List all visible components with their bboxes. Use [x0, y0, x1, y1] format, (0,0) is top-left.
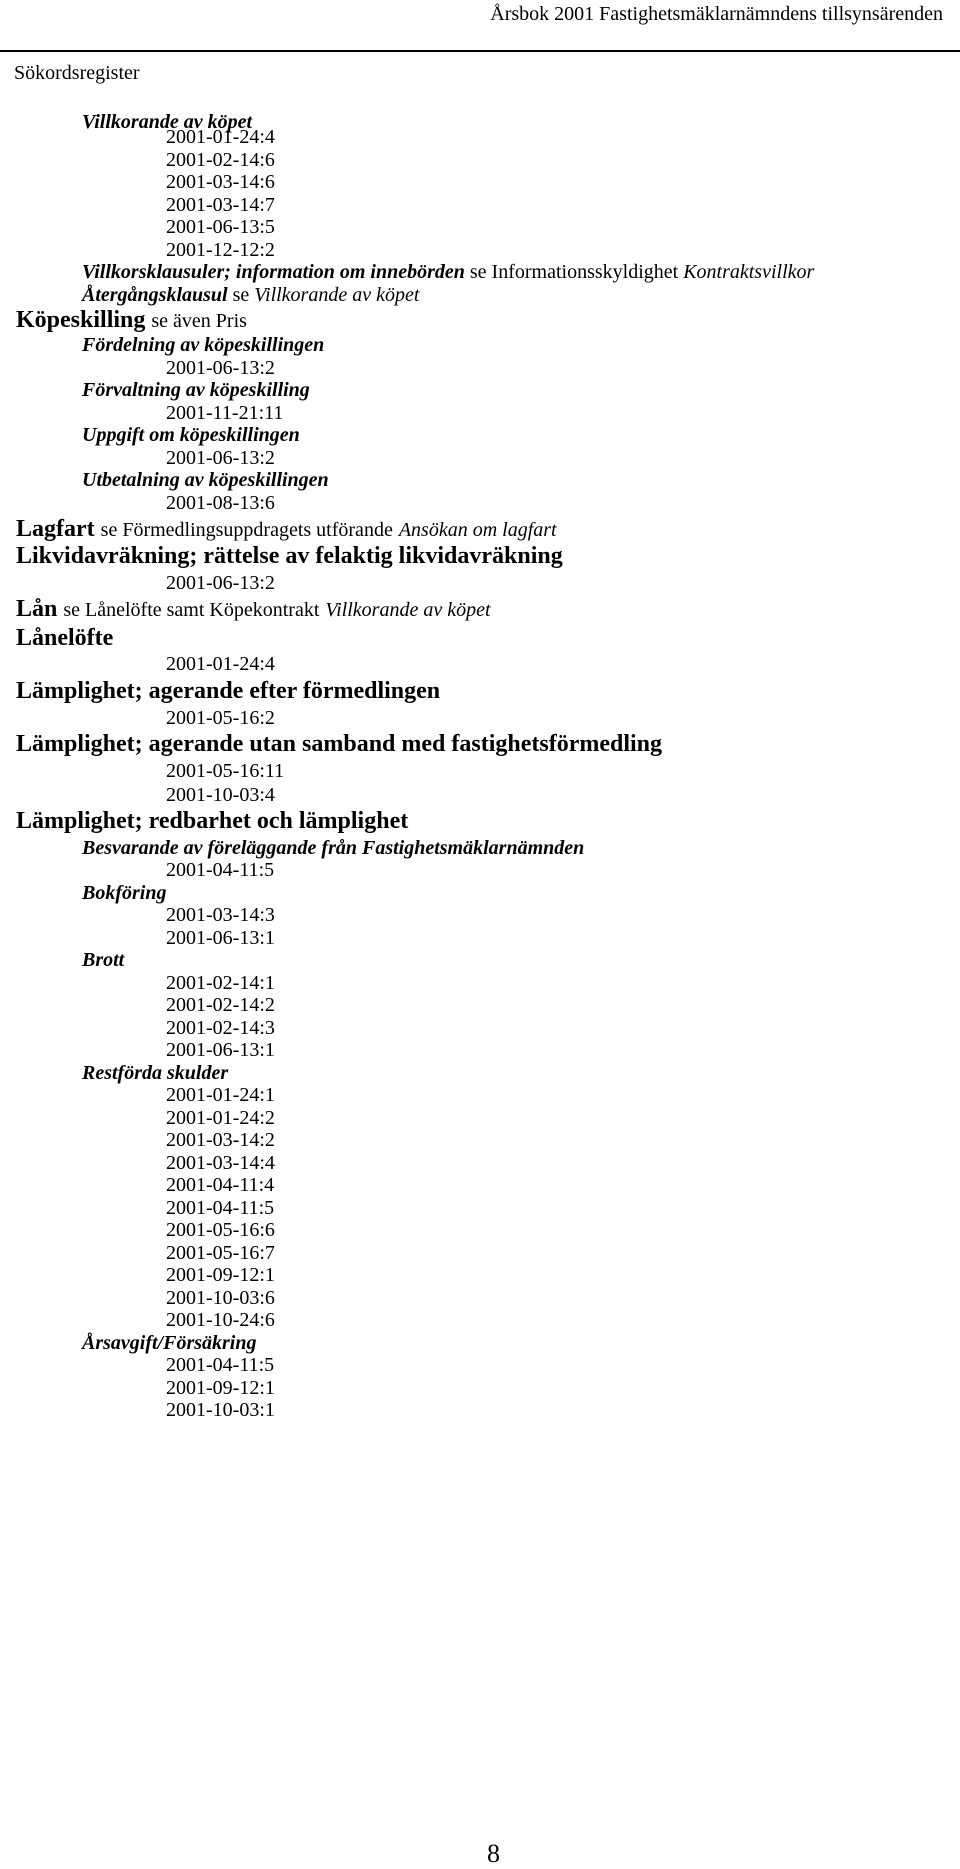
index-term: Lån: [16, 596, 58, 622]
index-ref: 2001-01-24:1: [166, 1084, 275, 1106]
index-main-term: [16, 308, 247, 332]
index-main-term: Lånelöfte: [16, 625, 114, 651]
index-ref: 2001-09-12:1: [166, 1377, 275, 1399]
index-ref: 2001-06-13:2: [166, 447, 275, 469]
index-subterm: Utbetalning av köpeskillingen: [82, 469, 329, 491]
cross-reference: Villkorande av köpet: [325, 599, 491, 621]
index-term: Köpeskilling: [16, 307, 146, 333]
index-ref: 2001-03-14:2: [166, 1129, 275, 1151]
running-header: Årsbok 2001 Fastighetsmäklarnämndens tillsynsärenden: [490, 3, 943, 25]
cross-reference: Villkorande av köpet: [254, 284, 420, 306]
index-subterm: Villkorande av köpet: [82, 111, 252, 133]
index-ref: 2001-11-21:11: [166, 402, 284, 424]
index-ref: 2001-10-03:1: [166, 1399, 275, 1421]
index-ref: 2001-05-16:6: [166, 1219, 275, 1241]
index-subterm: [82, 285, 419, 305]
index-ref: 2001-04-11:4: [166, 1174, 275, 1196]
index-ref: 2001-01-24:4: [166, 653, 275, 675]
index-main-term: [16, 597, 491, 621]
index-subterm: Årsavgift/Försäkring: [82, 1332, 257, 1354]
cross-reference: Ansökan om lagfart: [398, 519, 557, 541]
see-word: se: [469, 261, 487, 283]
index-subterm: [82, 262, 814, 282]
cross-reference: Informationsskyldighet: [491, 261, 679, 283]
index-ref: 2001-03-14:7: [166, 194, 275, 216]
index-main-term: Lämplighet; redbarhet och lämplighet: [16, 808, 409, 834]
index-ref: 2001-06-13:1: [166, 927, 275, 949]
index-ref: 2001-03-14:3: [166, 904, 275, 926]
index-ref: 2001-02-14:6: [166, 149, 275, 171]
index-ref: 2001-02-14:2: [166, 994, 275, 1016]
index-ref: 2001-12-12:2: [166, 239, 275, 261]
header-rule: [0, 50, 960, 52]
index-ref: 2001-03-14:4: [166, 1152, 275, 1174]
cross-reference: se även Pris: [151, 310, 247, 332]
see-word: se: [232, 284, 250, 306]
index-ref: 2001-10-03:4: [166, 784, 275, 806]
index-ref: 2001-02-14:1: [166, 972, 275, 994]
index-ref: 2001-06-13:5: [166, 216, 275, 238]
cross-reference: Kontraktsvillkor: [683, 261, 815, 283]
section-label: Sökordsregister: [14, 62, 140, 84]
index-ref: 2001-08-13:6: [166, 492, 275, 514]
index-ref: 2001-04-11:5: [166, 1197, 275, 1219]
index-term: Lagfart: [16, 516, 95, 542]
index-main-term: [16, 517, 557, 541]
index-ref: 2001-05-16:2: [166, 707, 275, 729]
index-ref: 2001-05-16:7: [166, 1242, 275, 1264]
cross-reference: se Lånelöfte samt Köpekontrakt: [63, 599, 320, 621]
index-ref: 2001-06-13:1: [166, 1039, 275, 1061]
index-ref: 2001-01-24:2: [166, 1107, 275, 1129]
index-main-term: Lämplighet; agerande efter förmedlingen: [16, 678, 441, 704]
index-ref: 2001-05-16:11: [166, 760, 285, 782]
index-subterm: Uppgift om köpeskillingen: [82, 424, 300, 446]
cross-reference: se Förmedlingsuppdragets utförande: [100, 519, 393, 541]
index-ref: 2001-04-11:5: [166, 859, 275, 881]
index-subterm: Brott: [82, 949, 125, 971]
index-ref: 2001-10-24:6: [166, 1309, 275, 1331]
index-main-term: Likvidavräkning; rättelse av felaktig likvidavräkning: [16, 543, 563, 569]
index-ref: 2001-03-14:6: [166, 171, 275, 193]
index-ref: 2001-06-13:2: [166, 572, 275, 594]
index-ref: 2001-06-13:2: [166, 357, 275, 379]
index-main-term: Lämplighet; agerande utan samband med fastighetsförmedling: [16, 731, 663, 757]
page-number: 8: [487, 1839, 500, 1868]
index-subterm: Förvaltning av köpeskilling: [82, 379, 310, 401]
index-term: Återgångsklausul: [82, 284, 228, 306]
index-ref: 2001-04-11:5: [166, 1354, 275, 1376]
index-ref: 2001-02-14:3: [166, 1017, 275, 1039]
index-ref: 2001-10-03:6: [166, 1287, 275, 1309]
index-subterm: Fördelning av köpeskillingen: [82, 334, 325, 356]
index-subterm: Bokföring: [82, 882, 167, 904]
index-subterm: Besvarande av föreläggande från Fastighetsmäklarnämnden: [82, 837, 585, 859]
index-subterm: Restförda skulder: [82, 1062, 229, 1084]
index-term: Villkorsklausuler; information om innebörden: [82, 261, 465, 283]
index-ref: 2001-09-12:1: [166, 1264, 275, 1286]
index-ref: 2001-01-24:4: [166, 126, 275, 148]
